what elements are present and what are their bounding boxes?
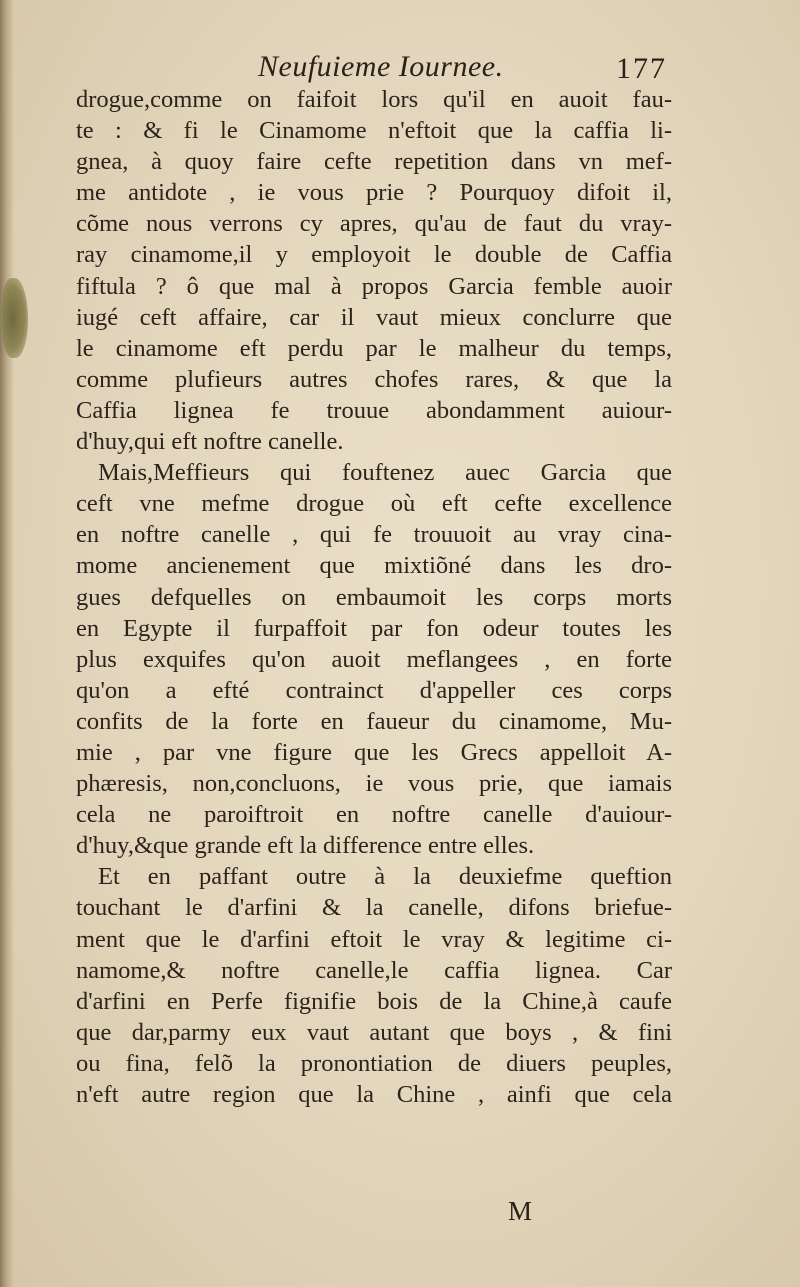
- text-line: que dar,parmy eux vaut autant que boys , & fini: [76, 1018, 672, 1046]
- text-line: plus exquifes qu'on auoit meflangees , en forte: [76, 645, 672, 673]
- text-line: en Egypte il furpaffoit par fon odeur toutes les: [76, 614, 672, 642]
- text-line: mie , par vne figure que les Grecs appelloit A-: [76, 738, 672, 766]
- binding-edge: [0, 0, 14, 1287]
- text-line: ceft vne mefme drogue où eft cefte excellence: [76, 490, 672, 518]
- text-line: confits de la forte en faueur du cinamome, Mu-: [76, 707, 672, 735]
- text-line: ment que le d'arfini eftoit le vray & legitime ci-: [76, 925, 672, 953]
- text-line: le cinamome eft perdu par le malheur du temps,: [76, 334, 672, 362]
- text-line: d'arfini en Perfe fignifie bois de la Chine,à caufe: [76, 987, 672, 1015]
- text-line: ray cinamome,il y employoit le double de Caffia: [76, 241, 672, 269]
- text-line: fiftula ? ô que mal à propos Garcia femble auoir: [76, 272, 672, 300]
- text-line: touchant le d'arfini & la canelle, difons briefue-: [76, 894, 672, 922]
- text-line: me antidote , ie vous prie ? Pourquoy difoit il,: [76, 179, 672, 207]
- text-line: cela ne paroiftroit en noftre canelle d'auiour-: [76, 801, 672, 829]
- text-line: cõme nous verrons cy apres, qu'au de faut du vray-: [76, 210, 672, 238]
- text-line: ou fina, felõ la pronontiation de diuers peuples,: [76, 1049, 672, 1077]
- text-line: Caffia lignea fe trouue abondamment auiour-: [76, 396, 672, 424]
- text-line: te : & fi le Cinamome n'eftoit que la caffia li-: [76, 117, 672, 145]
- text-line: n'eft autre region que la Chine , ainfi que cela: [76, 1081, 672, 1108]
- body-text: [76, 84, 672, 1110]
- text-line: gues defquelles on embaumoit les corps morts: [76, 583, 672, 611]
- text-line: d'huy,qui eft noftre canelle.: [76, 428, 344, 456]
- text-line: mome ancienement que mixtiõné dans les dro-: [76, 552, 672, 580]
- text-line: comme plufieurs autres chofes rares, & que la: [76, 365, 672, 393]
- text-line: en noftre canelle , qui fe trouuoit au vray cina-: [76, 521, 672, 549]
- text-line: namome,& noftre canelle,le caffia lignea. Car: [76, 956, 672, 984]
- text-line: Mais,Meffieurs qui fouftenez auec Garcia que: [98, 459, 672, 487]
- text-line: iugé ceft affaire, car il vaut mieux conclurre que: [76, 303, 672, 331]
- text-line: phæresis, non,concluons, ie vous prie, que iamais: [76, 770, 672, 798]
- text-line: d'huy,&que grande eft la difference entre elles.: [76, 832, 535, 860]
- page-number: 177: [616, 52, 667, 85]
- text-line: gnea, à quoy faire cefte repetition dans vn mef-: [76, 148, 672, 176]
- paper-stain: [2, 278, 28, 358]
- running-title: Neufuieme Iournee.: [258, 50, 504, 83]
- text-line: drogue,comme on faifoit lors qu'il en auoit fau-: [76, 86, 672, 113]
- text-line: Et en paffant outre à la deuxiefme queftion: [98, 863, 672, 891]
- text-line: qu'on a efté contrainct d'appeller ces corps: [76, 676, 672, 704]
- signature-mark: M: [508, 1196, 533, 1226]
